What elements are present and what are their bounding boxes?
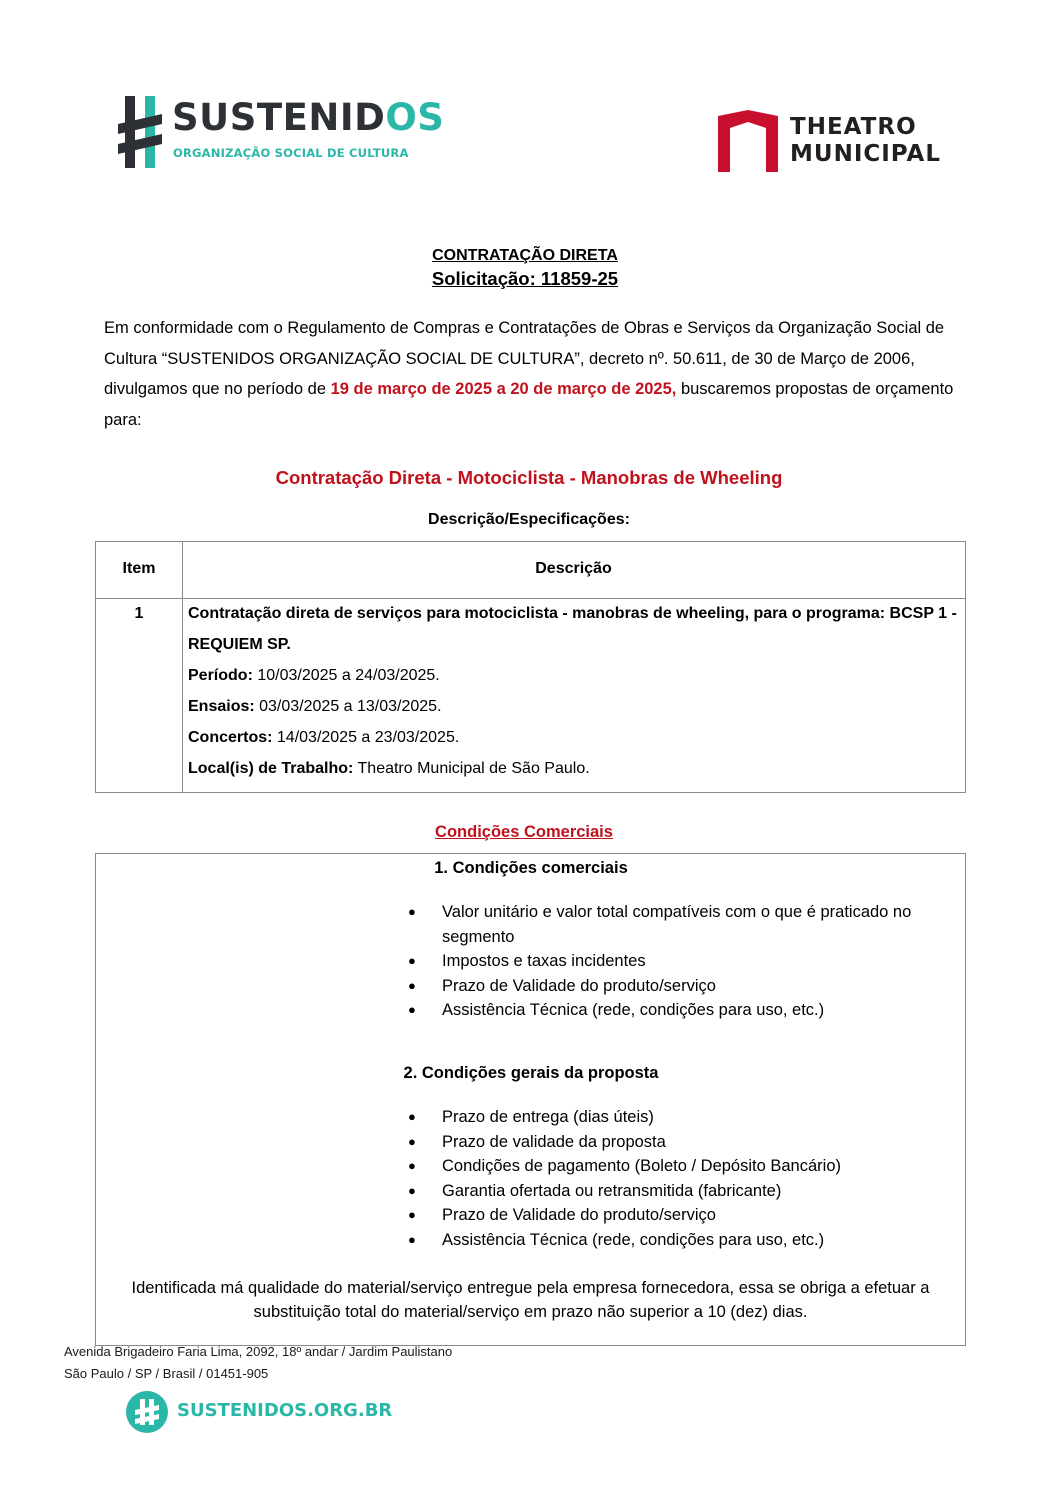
detail-period: Período: 10/03/2025 a 24/03/2025. [188, 667, 440, 684]
detail-concerts: Concertos: 14/03/2025 a 23/03/2025. [188, 729, 460, 746]
description-main: Contratação direta de serviços para motociclista - manobras de wheeling, para o programa: BCSP 1 - REQUIEM SP. [188, 605, 957, 653]
period-highlight: 19 de março de 2025 a 20 de março de 2025, [330, 380, 677, 398]
table-header-description: Descrição [535, 560, 612, 577]
document-title: CONTRATAÇÃO DIRETA [432, 247, 618, 264]
list-item: ● Prazo de validade da proposta [408, 1132, 666, 1151]
hash-icon [116, 94, 164, 170]
conditions-title: Condições Comerciais [435, 823, 613, 841]
table-cell-description [188, 598, 958, 784]
spec-heading: Descrição/Especificações: [428, 511, 630, 528]
footer-website-logo[interactable] [125, 1389, 393, 1435]
theatro-municipal-logo [716, 110, 956, 174]
footer-address-line2: São Paulo / SP / Brasil / 01451-905 [64, 1366, 269, 1381]
section2-heading: 2. Condições gerais da proposta [403, 1064, 659, 1082]
footer-address-line1: Avenida Brigadeiro Faria Lima, 2092, 18º andar / Jardim Paulistano [64, 1344, 453, 1359]
list-item: ● Garantia ofertada ou retransmitida (fabricante) [408, 1181, 782, 1200]
theatro-municipal-wordmark: THEATRO MUNICIPAL [790, 114, 942, 167]
theatro-municipal-mark-icon [716, 110, 780, 174]
closing-paragraph: Identificada má qualidade do material/serviço entregue pela empresa fornecedora, essa se obriga a efetuar a substituição total do material/serviço em prazo não superior a 10 (dez) dias. [131, 1279, 930, 1321]
list-item: ● Assistência Técnica (rede, condições para uso, etc.) [408, 1001, 825, 1020]
service-subtitle: Contratação Direta - Motociclista - Manobras de Wheeling [275, 467, 783, 488]
section2-list [408, 1105, 948, 1253]
item-table [95, 541, 966, 793]
list-item: ● Prazo de Validade do produto/serviço [408, 1206, 716, 1225]
sustenidos-wordmark: SUSTENIDOS [172, 96, 445, 139]
table-header-item: Item [122, 560, 156, 577]
detail-workplace: Local(is) de Trabalho: Theatro Municipal de São Paulo. [188, 760, 590, 777]
list-item: ● Condições de pagamento (Boleto / Depósito Bancário) [408, 1157, 841, 1176]
table-cell-item: 1 [134, 605, 144, 622]
sustenidos-logo [116, 94, 445, 170]
detail-rehearsals: Ensaios: 03/03/2025 a 13/03/2025. [188, 698, 442, 715]
footer-website[interactable]: SUSTENIDOS.ORG.BR [177, 1400, 393, 1421]
list-item: ● Prazo de Validade do produto/serviço [408, 976, 716, 995]
section1-list [408, 900, 948, 1023]
list-item: ● Valor unitário e valor total compatíveis com o que é praticado no segmento [408, 903, 912, 946]
request-number: Solicitação: 11859-25 [431, 268, 619, 289]
intro-paragraph: Em conformidade com o Regulamento de Compras e Contratações de Obras e Serviços da Organização Social de Cultura “SUSTENIDOS ORGANIZAÇÃO SOCIAL DE CULTURA”, decreto nº. 50.611, de 30 de Março de 2006, divulgamos que no período de 19 de março de 2025 a 20 de março de 2025, buscaremos propostas de orçamento para: [104, 319, 954, 429]
section1-heading: 1. Condições comerciais [434, 859, 628, 877]
sustenidos-tagline: ORGANIZAÇÃO SOCIAL DE CULTURA [173, 146, 409, 160]
list-item: ● Impostos e taxas incidentes [408, 952, 646, 971]
list-item: ● Prazo de entrega (dias úteis) [408, 1108, 654, 1126]
list-item: ● Assistência Técnica (rede, condições para uso, etc.) [408, 1230, 825, 1249]
hash-circle-icon [125, 1390, 169, 1434]
